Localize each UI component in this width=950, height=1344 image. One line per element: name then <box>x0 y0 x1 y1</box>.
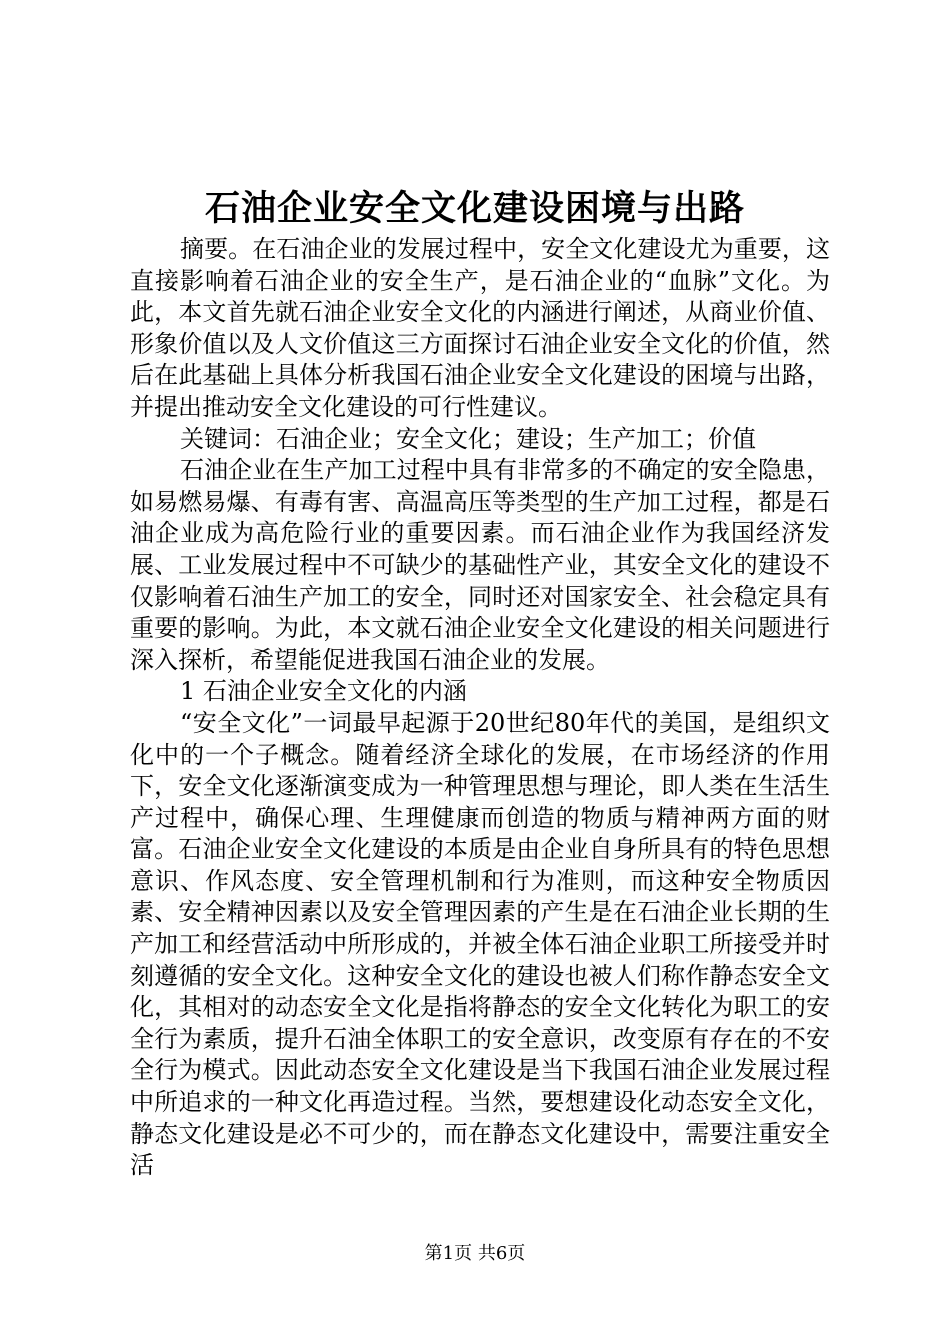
abstract-paragraph: 摘要。在石油企业的发展过程中，安全文化建设尤为重要，这直接影响着石油企业的安全生产，是石油企业的“血脉”文化。为此，本文首先就石油企业安全文化的内涵进行阐述，从商业价值、形象价值以及人文价值这三方面探讨石油企业安全文化的价值，然后在此基础上具体分析我国石油企业安全文化建设的困境与出路，并提出推动安全文化建设的可行性建议。 <box>130 235 830 421</box>
page-footer: 第1页 共6页 <box>424 1243 526 1264</box>
document-title: 石油企业安全文化建设困境与出路 <box>204 188 745 229</box>
section-body-paragraph: “安全文化”一词最早起源于20世纪80年代的美国，是组织文化中的一个子概念。随着经济全球化的发展，在市场经济的作用下，安全文化逐渐演变成为一种管理思想与理论，即人类在生活生产过程中，确保心理、生理健康而创造的物质与精神两方面的财富。石油企业安全文化建设的本质是由企业自身所具有的特色思想意识、作风态度、安全管理机制和行为准则，而这种安全物质因素、安全精神因素以及安全管理因素的产生是在石油企业长期的生产加工和经营活动中所形成的，并被全体石油企业职工所接受并时刻遵循的安全文化。这种安全文化的建设也被人们称作静态安全文化，其相对的动态安全文化是指将静态的安全文化转化为职工的安全行为素质，提升石油全体职工的安全意识，改变原有存在的不安全行为模式。因此动态安全文化建设是当下我国石油企业发展过程中所追求的一种文化再造过程。当然，要想建设化动态安全文化，静态文化建设是必不可少的，而在静态文化建设中，需要注重安全活 <box>130 708 830 1180</box>
document-body <box>130 234 830 1182</box>
intro-paragraph: 石油企业在生产加工过程中具有非常多的不确定的安全隐患，如易燃易爆、有毒有害、高温高压等类型的生产加工过程，都是石油企业成为高危险行业的重要因素。而石油企业作为我国经济发展、工业发展过程中不可缺少的基础性产业，其安全文化的建设不仅影响着石油生产加工的安全，同时还对国家安全、社会稳定具有重要的影响。为此，本文就石油企业安全文化建设的相关问题进行深入探析，希望能促进我国石油企业的发展。 <box>130 456 830 674</box>
keywords-paragraph: 关键词：石油企业；安全文化；建设；生产加工；价值 <box>180 424 756 453</box>
section-heading: 1 石油企业安全文化的内涵 <box>180 677 467 706</box>
